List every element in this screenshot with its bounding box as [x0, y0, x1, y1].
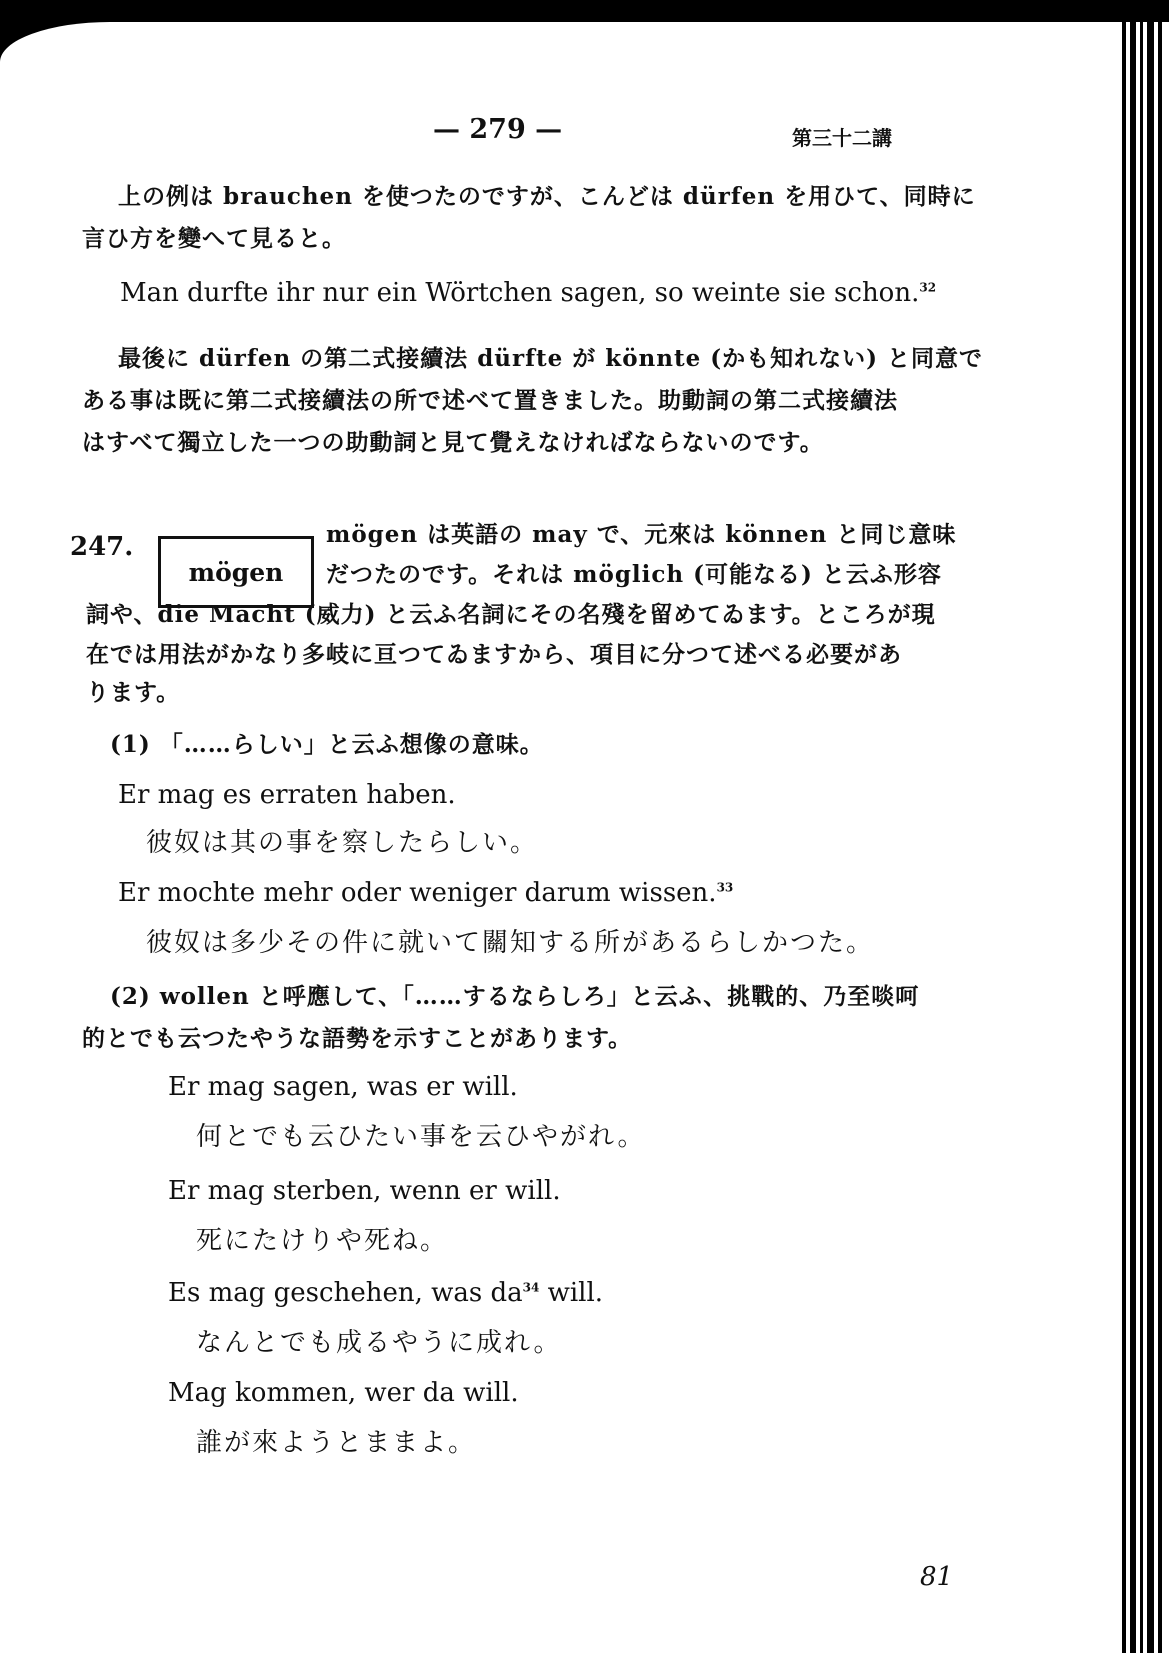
usage-2-heading-line-2: 的とでも云つたやうな語勢を示すことがあります。	[82, 1025, 633, 1052]
usage-2-example-3-de	[168, 1278, 603, 1308]
intro-line-1: 上の例は brauchen を使つたのですが、こんどは dürfen を用ひて、同時に	[118, 183, 976, 210]
usage-2-example-2-jp: 死にたけりや死ね。	[196, 1226, 449, 1256]
usage-1-example-2-jp: 彼奴は多少その件に就いて關知する所があるらしかつた。	[146, 928, 875, 958]
section-line-1: mögen は英語の may で、元來は können と同じ意味	[326, 521, 957, 548]
book-spine-edge	[1118, 22, 1169, 1653]
chapter-title: 第三十二講	[792, 126, 892, 150]
usage-1-example-1-jp: 彼奴は其の事を察したらしい。	[146, 828, 539, 858]
usage-1-example-2-text: Er mochte mehr oder weniger darum wissen.	[118, 878, 717, 908]
usage-1-example-2-de	[118, 878, 733, 908]
usage-2-example-1-de: Er mag sagen, was er will.	[168, 1072, 518, 1102]
intro-line-2: 言ひ方を變へて見ると。	[82, 225, 346, 252]
footnote-ref-34: 34	[522, 1280, 540, 1295]
folio-number: 81	[920, 1562, 954, 1592]
section-number: 247.	[70, 532, 134, 562]
usage-2-example-1-jp: 何とでも云ひたい事を云ひやがれ。	[196, 1122, 646, 1152]
intro-example	[120, 278, 936, 308]
usage-2-example-2-de: Er mag sterben, wenn er will.	[168, 1176, 561, 1206]
section-term: mögen	[188, 557, 284, 587]
usage-2-heading-line-1: (2) wollen と呼應して、「……するならしろ」と云ふ、挑戰的、乃至啖呵	[110, 983, 920, 1010]
usage-2-example-3-text-a: Es mag geschehen, was da	[168, 1278, 523, 1308]
usage-1-example-1-de: Er mag es erraten haben.	[118, 780, 456, 810]
book-page	[0, 22, 1118, 1653]
usage-2-example-4-jp: 誰が來ようとままよ。	[196, 1428, 477, 1458]
intro-para-line-1: 最後に dürfen の第二式接續法 dürfte が könnte (かも知れない) と同意で	[118, 345, 984, 372]
footnote-ref-32: 32	[919, 280, 937, 295]
footnote-ref-33: 33	[716, 880, 734, 895]
intro-example-text: Man durfte ihr nur ein Wörtchen sagen, so weinte sie schon.	[120, 278, 920, 308]
section-line-5: ります。	[86, 679, 181, 706]
section-line-2: だつたのです。それは möglich (可能なる) と云ふ形容	[326, 561, 942, 588]
intro-para-line-3: はすべて獨立した一つの助動詞と見て覺えなければならないのです。	[82, 429, 824, 456]
intro-para-line-2: ある事は既に第二式接續法の所で述べて置きました。助動詞の第二式接續法	[82, 387, 898, 414]
section-line-4: 在では用法がかなり多岐に亘つてゐますから、項目に分つて述べる必要があ	[86, 641, 902, 668]
usage-2-example-3-jp: なんとでも成るやうに成れ。	[196, 1328, 562, 1358]
usage-2-example-3-text-b: will.	[539, 1278, 604, 1308]
usage-1-heading: (1) 「……らしい」と云ふ想像の意味。	[110, 731, 544, 758]
page-number: — 279 —	[433, 114, 563, 145]
section-line-3: 詞や、die Macht (威力) と云ふ名詞にその名殘を留めてゐます。ところが現	[86, 601, 936, 628]
usage-2-example-4-de: Mag kommen, wer da will.	[168, 1378, 519, 1408]
